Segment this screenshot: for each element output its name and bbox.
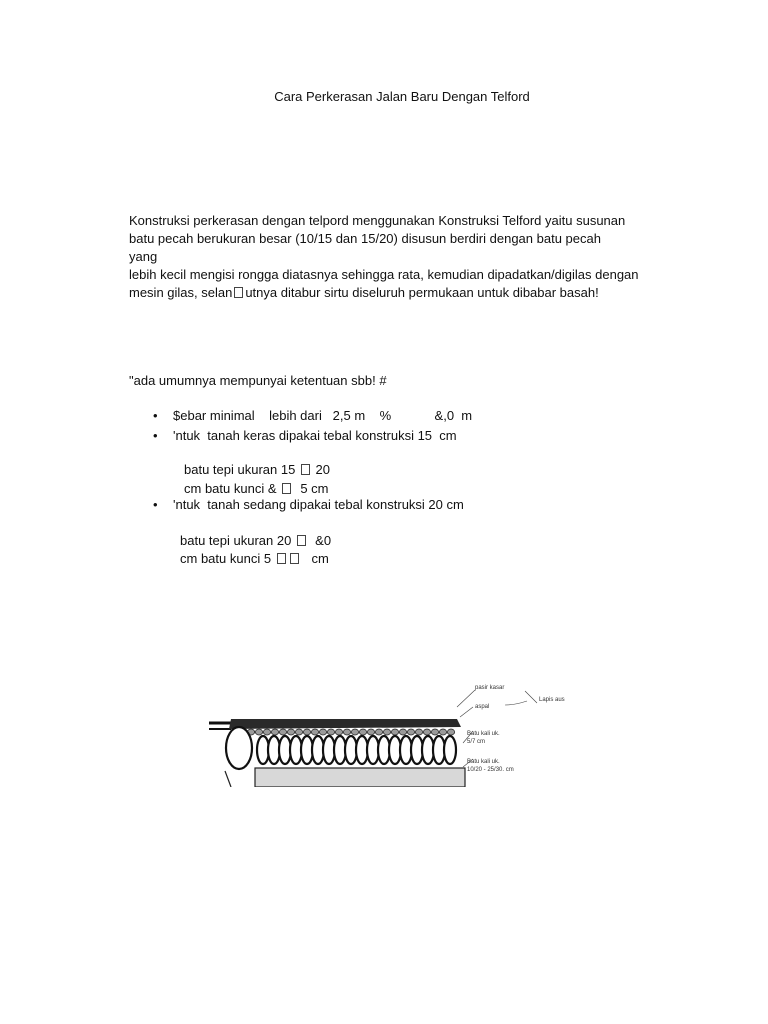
medium-soil-edge-stone [180, 533, 331, 548]
missing-glyph-box [282, 483, 291, 494]
missing-glyph-box [290, 553, 299, 564]
bullet-icon: • [153, 497, 158, 512]
text-fragment: utnya ditabur sirtu diseluruh permukaan untuk dibabar basah! [245, 285, 599, 300]
key-stone [343, 729, 350, 735]
text-fragment: cm batu kunci & [184, 481, 281, 496]
key-stone [391, 729, 398, 735]
key-stone [287, 729, 294, 735]
key-stone [415, 729, 422, 735]
key-stone [255, 729, 262, 735]
missing-glyph-box [234, 287, 243, 298]
paragraph-compaction [129, 266, 709, 302]
bullet-item-medium-soil [153, 497, 464, 512]
paragraph-telford-description [129, 212, 709, 266]
key-stone [303, 729, 310, 735]
key-stone [439, 729, 446, 735]
paragraph-line: lebih kecil mengisi rongga diatasnya sehingga rata, kemudian dipadatkan/digilas dengan [129, 267, 639, 282]
bullet-icon: • [153, 428, 158, 443]
key-stone [263, 729, 270, 735]
medium-soil-key-stone [180, 551, 329, 566]
key-stone [383, 729, 390, 735]
bullet-text: $ebar minimal lebih dari 2,5 m % &,0 m [173, 408, 473, 423]
key-stone [367, 729, 374, 735]
text-fragment: 20 [311, 462, 330, 477]
paragraph-line: Konstruksi perkerasan dengan telpord menggunakan Konstruksi Telford yaitu susunan [129, 213, 626, 228]
key-stone [407, 729, 414, 735]
key-stone [271, 729, 278, 735]
text-fragment: cm batu kunci 5 [180, 551, 275, 566]
text-fragment: cm [300, 551, 329, 566]
text-fragment: batu tepi ukuran 15 [184, 462, 299, 477]
key-stones [231, 729, 454, 735]
key-stone [351, 729, 358, 735]
label-batu-kali-large-size: 10/20 - 25/30. cm [467, 767, 514, 773]
subgrade-layer [255, 768, 465, 787]
asphalt-layer [229, 719, 461, 729]
key-stone [311, 729, 318, 735]
key-stone [447, 729, 454, 735]
bullet-text: 'ntuk tanah sedang dipakai tebal konstruksi 20 cm [173, 497, 464, 512]
base-stone [444, 736, 456, 764]
label-aspal: aspal [475, 704, 490, 710]
label-batu-kali-large: Batu kali uk. [467, 759, 500, 765]
paragraph-line: yang [129, 249, 158, 264]
key-stone [279, 729, 286, 735]
key-stone [319, 729, 326, 735]
key-stone [359, 729, 366, 735]
bullet-item-hard-soil [153, 428, 457, 443]
label-pasir-kasar: pasir kasar [475, 685, 505, 691]
key-stone [295, 729, 302, 735]
paragraph-line [129, 284, 709, 302]
text-fragment: 5 cm [293, 481, 329, 496]
bullet-item-width [153, 408, 472, 423]
text-fragment: &0 [307, 533, 332, 548]
key-stone [375, 729, 382, 735]
requirements-intro: "ada umumnya mempunyai ketentuan sbb! # [129, 373, 387, 388]
bullet-icon: • [153, 408, 158, 423]
bullet-text: 'ntuk tanah keras dipakai tebal konstruksi 15 cm [173, 428, 457, 443]
base-stone [226, 727, 252, 769]
key-stone [431, 729, 438, 735]
key-stone [327, 729, 334, 735]
hard-soil-key-stone [184, 481, 329, 496]
document-title: Cara Perkerasan Jalan Baru Dengan Telford [274, 89, 530, 104]
text-fragment: mesin gilas, selan [129, 285, 233, 300]
key-stone [335, 729, 342, 735]
paragraph-line: batu pecah berukuran besar (10/15 dan 15/20) disusun berdiri dengan batu pecah [129, 231, 601, 246]
label-batu-kali-small: Batu kali uk. [467, 731, 500, 737]
text-fragment: batu tepi ukuran 20 [180, 533, 295, 548]
label-lapis-aus: Lapis aus [539, 697, 565, 703]
label-batu-kali-small-size: 5/7 cm [467, 739, 486, 745]
telford-cross-section-figure [205, 675, 585, 787]
missing-glyph-box [297, 535, 306, 546]
key-stone [399, 729, 406, 735]
missing-glyph-box [277, 553, 286, 564]
key-stone [423, 729, 430, 735]
missing-glyph-box [301, 464, 310, 475]
hard-soil-edge-stone [184, 462, 330, 477]
